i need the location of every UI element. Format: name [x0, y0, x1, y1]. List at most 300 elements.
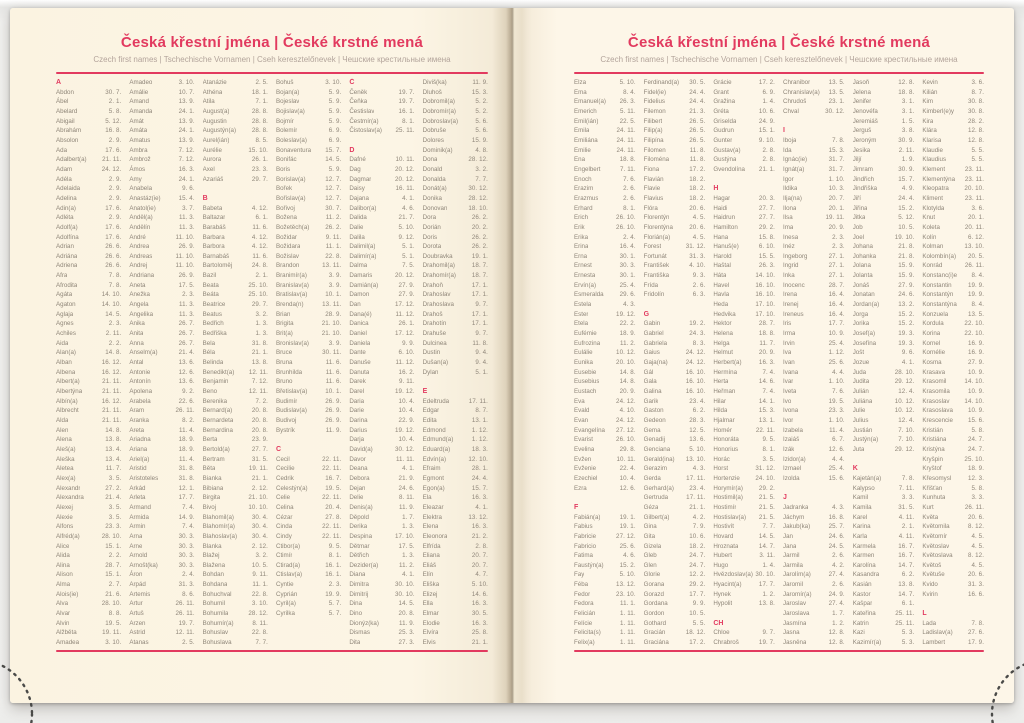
name-entry — [783, 503, 845, 513]
given-name: Elodie — [422, 619, 440, 627]
given-name: Františka — [643, 272, 670, 280]
given-name: Armida — [129, 513, 149, 521]
name-day-date: 21. 11. — [102, 407, 122, 415]
name-entry — [713, 561, 775, 571]
name-day-date: 7. 7. — [762, 523, 776, 531]
name-entry — [713, 542, 775, 552]
given-name: Hostimil(a) — [713, 494, 743, 502]
section-letter: D — [349, 146, 355, 154]
given-name: Irenej — [783, 301, 799, 309]
given-name: Fiona — [643, 165, 660, 173]
name-entry — [129, 435, 194, 445]
name-entry — [203, 628, 268, 638]
given-name: Elena — [422, 523, 439, 531]
name-entry — [423, 78, 488, 88]
name-entry — [783, 252, 845, 262]
name-day-date: 5. 10. — [471, 581, 488, 589]
given-name: Afra — [56, 272, 68, 280]
name-day-date: 13. 11. — [322, 301, 342, 309]
given-name: Felície — [574, 619, 593, 627]
name-day-date: 11. 10. — [175, 262, 195, 270]
given-name: Eliáš — [422, 561, 437, 569]
left-page-header — [56, 34, 488, 65]
name-entry — [56, 628, 121, 638]
name-entry — [574, 445, 636, 455]
name-day-date: 28. 8. — [251, 127, 268, 135]
name-day-date: 11. 6. — [325, 359, 342, 367]
name-day-date: 29. 2. — [689, 581, 706, 589]
name-day-date: 11. 3. — [179, 310, 195, 318]
name-day-date: 15. 10. — [248, 146, 268, 154]
given-name: Hjalmar — [713, 416, 735, 424]
given-name: Jenovéfa — [852, 107, 878, 115]
name-day-date: 16. 12. — [101, 397, 122, 405]
name-day-date: 5. 6. — [475, 117, 488, 125]
name-entry — [574, 580, 636, 590]
given-name: Dionýz(ka) — [349, 619, 379, 627]
name-entry — [56, 377, 121, 387]
name-entry — [423, 165, 488, 175]
name-day-date: 26. 7. — [178, 330, 195, 338]
given-name: Izák — [783, 445, 795, 453]
name-entry — [423, 406, 488, 416]
name-day-date: 2. 11. — [105, 330, 122, 338]
name-entry — [574, 619, 636, 629]
name-day-date: 3. 9. — [328, 281, 342, 289]
given-name: Erhard — [574, 204, 593, 212]
given-name: Anatol(ie) — [129, 204, 156, 212]
page-title: Česká křestní jména | České krstné mená — [120, 34, 424, 51]
name-entry — [423, 300, 488, 310]
name-entry — [423, 435, 488, 445]
name-day-date: 6. 2. — [692, 407, 706, 415]
given-name: Abrahám — [56, 127, 82, 135]
name-entry — [203, 213, 268, 223]
given-name: Julie — [852, 407, 866, 415]
name-entry — [574, 474, 636, 484]
given-name: Fabián(a) — [574, 513, 601, 521]
name-entry — [574, 97, 636, 107]
name-entry — [644, 503, 706, 513]
name-day-date: 19. 12. — [616, 310, 636, 318]
name-day-date: 15. 2. — [619, 561, 636, 569]
name-entry — [922, 126, 984, 136]
name-day-date: 5. 11. — [620, 107, 636, 115]
given-name: Filemon — [643, 107, 666, 115]
given-name: Bystrík — [275, 426, 295, 434]
name-day-date: 11. 9. — [399, 503, 415, 511]
name-day-date: 4. 9. — [901, 185, 915, 193]
given-name: Aurora — [202, 156, 222, 164]
given-name: Izolda — [783, 474, 800, 482]
given-name: Baltazar — [202, 214, 226, 222]
given-name: Belinda — [202, 359, 224, 367]
given-name: Hektor — [713, 320, 732, 328]
name-entry — [276, 464, 341, 474]
name-entry — [56, 638, 121, 648]
name-entry — [644, 513, 706, 523]
name-day-date: 14. 10. — [101, 291, 122, 299]
name-day-date: 10. 5. — [898, 223, 915, 231]
name-entry — [853, 609, 915, 619]
names-column — [922, 78, 984, 648]
name-entry — [203, 599, 268, 609]
given-name: Hanuš(e) — [713, 243, 739, 251]
name-day-date: 13. 1. — [471, 416, 488, 424]
name-day-date: 6. 1. — [255, 214, 268, 222]
name-day-date: 12. 8. — [828, 629, 845, 637]
given-name: Albert(a) — [56, 378, 80, 386]
name-day-date: 15. 9. — [898, 262, 915, 270]
name-day-date: 7. 4. — [762, 368, 776, 376]
given-name: Arne — [129, 542, 143, 550]
name-entry — [203, 261, 268, 271]
name-day-date: 17. 7. — [758, 581, 776, 589]
name-entry — [349, 435, 414, 445]
name-entry — [203, 416, 268, 426]
given-name: Anastáz(ie) — [129, 194, 161, 202]
given-name: Emila — [574, 127, 590, 135]
name-entry — [349, 300, 414, 310]
name-entry — [922, 416, 984, 426]
name-day-date: 30. 5. — [471, 610, 488, 618]
name-entry — [423, 368, 488, 378]
given-name: Gréta — [713, 107, 729, 115]
name-day-date: 5. 5. — [971, 146, 984, 154]
given-name: Alida — [56, 552, 70, 560]
given-name: Ela — [422, 494, 432, 502]
given-name: Abelard — [56, 107, 78, 115]
given-name: Bertram — [202, 455, 225, 463]
given-name: Gala — [643, 378, 657, 386]
name-day-date: 7. 11. — [620, 165, 636, 173]
name-entry — [574, 223, 636, 233]
given-name: Juta — [852, 445, 865, 453]
name-day-date: 2. 9. — [108, 136, 122, 144]
name-day-date: 5. 8. — [971, 426, 984, 434]
given-name: Ena — [574, 156, 586, 164]
name-entry — [574, 542, 636, 552]
name-day-date: 12. 6. — [619, 484, 636, 492]
given-name: Drahomil(a) — [422, 262, 455, 270]
given-name: Arnold — [129, 552, 148, 560]
given-name: Bela — [202, 339, 216, 347]
name-day-date: 10. 4. — [619, 474, 636, 482]
name-entry — [783, 165, 845, 175]
given-name: Edvín(a) — [422, 455, 447, 463]
given-name: Dušan(a) — [422, 359, 449, 367]
name-day-date: 11. 2. — [399, 561, 415, 569]
name-day-date: 10. 6. — [689, 532, 706, 540]
name-day-date: 31. 7. — [828, 165, 845, 173]
name-entry — [129, 628, 194, 638]
name-entry — [922, 435, 984, 445]
name-day-date: 22. 11. — [322, 455, 342, 463]
name-entry — [203, 252, 268, 262]
name-entry — [203, 319, 268, 329]
given-name: Daniel — [349, 330, 367, 338]
name-entry — [423, 542, 488, 552]
name-entry — [574, 599, 636, 609]
given-name: Kamil — [852, 494, 869, 502]
section-letter: F — [574, 503, 579, 511]
name-day-date: 26. 11. — [964, 503, 984, 511]
name-day-date: 15. 1. — [105, 571, 122, 579]
given-name: Bernardina — [202, 426, 233, 434]
name-entry — [276, 493, 341, 503]
name-entry — [129, 609, 194, 619]
given-name: Aranka — [129, 416, 149, 424]
given-name: Evangelína — [574, 426, 605, 434]
given-name: Jarmila — [783, 561, 803, 569]
given-name: Květomila — [922, 523, 950, 531]
name-entry — [783, 542, 845, 552]
name-day-date: 25. 4. — [828, 339, 845, 347]
name-entry — [783, 136, 845, 146]
name-entry — [713, 310, 775, 320]
name-day-date: 9. 5. — [762, 436, 776, 444]
given-name: Jarmil — [783, 552, 800, 560]
name-entry — [783, 213, 845, 223]
given-name: Beata — [202, 281, 219, 289]
name-day-date: 21. 11. — [102, 378, 122, 386]
name-entry — [574, 204, 636, 214]
given-name: Athéna — [202, 88, 223, 96]
name-entry — [349, 416, 414, 426]
given-name: Emanuel(a) — [574, 98, 606, 106]
name-entry — [713, 551, 775, 561]
name-entry — [713, 532, 775, 542]
name-day-date: 22. 11. — [322, 465, 342, 473]
name-entry — [783, 78, 845, 88]
name-day-date: 11. 6. — [252, 223, 268, 231]
name-entry — [853, 184, 915, 194]
name-day-date: 16. 12. — [101, 359, 122, 367]
name-day-date: 19. 7. — [178, 619, 195, 627]
given-name: Esmeralda — [574, 291, 604, 299]
given-name: Amatus — [129, 136, 151, 144]
name-day-date: 22. 4. — [619, 465, 636, 473]
name-day-date: 8. 12. — [967, 552, 984, 560]
name-entry — [783, 271, 845, 281]
name-day-date: 4. 3. — [623, 301, 636, 309]
given-name: Konstanc(i)e — [922, 272, 958, 280]
given-name: Andrea — [129, 243, 150, 251]
given-name: Ilona — [783, 204, 797, 212]
name-day-date: 29. 12. — [894, 378, 915, 386]
section-letter: L — [922, 610, 927, 618]
name-entry — [129, 146, 194, 156]
given-name: Květa — [922, 513, 939, 521]
name-entry — [129, 406, 194, 416]
name-day-date: 4. 5. — [971, 561, 984, 569]
given-name: Eunika — [574, 359, 593, 367]
given-name: Arna — [129, 532, 143, 540]
name-entry — [276, 397, 341, 407]
name-day-date: 21. 4. — [105, 494, 122, 502]
name-entry — [129, 464, 194, 474]
given-name: Kazimír(a) — [852, 639, 882, 647]
given-name: Florentýn — [643, 214, 670, 222]
name-entry — [129, 358, 194, 368]
name-entry — [783, 319, 845, 329]
given-name: Fabius — [574, 523, 593, 531]
name-day-date: 24. 10. — [755, 474, 776, 482]
name-day-date: 16. 3. — [758, 359, 776, 367]
name-entry — [56, 126, 121, 136]
given-name: Andělín — [129, 223, 151, 231]
name-entry — [56, 194, 121, 204]
name-day-date: 22. 11. — [322, 523, 342, 531]
given-name: Alban — [56, 359, 72, 367]
name-entry — [922, 290, 984, 300]
given-name: Alvar — [56, 610, 71, 618]
given-name: Izmael — [783, 465, 802, 473]
name-entry — [644, 194, 706, 204]
name-day-date: 6. 2. — [901, 571, 915, 579]
name-entry — [713, 126, 775, 136]
name-entry — [644, 155, 706, 165]
name-entry — [276, 513, 341, 523]
name-day-date: 6. 12. — [967, 233, 984, 241]
name-day-date: 27. 4. — [828, 571, 845, 579]
name-entry — [922, 78, 984, 88]
name-day-date: 7. 12. — [251, 378, 268, 386]
name-day-date: 10. 12. — [616, 349, 636, 357]
name-entry — [713, 455, 775, 465]
given-name: Juliána — [852, 397, 873, 405]
name-day-date: 10. 7. — [178, 88, 195, 96]
name-day-date: 29. 7. — [251, 301, 268, 309]
given-name: Alexandra — [56, 494, 84, 502]
name-day-date: 5. 12. — [105, 117, 122, 125]
name-day-date: 19. 5. — [105, 619, 122, 627]
given-name: Galina — [643, 388, 662, 395]
name-day-date: 14. 7. — [898, 590, 915, 598]
name-entry — [276, 136, 341, 146]
name-entry — [203, 445, 268, 455]
name-day-date: 9. 11. — [399, 378, 415, 386]
name-entry — [644, 339, 706, 349]
given-name: Juda — [852, 368, 867, 376]
name-day-date: 23. 11. — [964, 165, 984, 173]
section-letter: I — [783, 127, 785, 135]
name-entry — [56, 107, 121, 117]
given-name: Doris — [422, 233, 438, 241]
name-entry — [423, 348, 488, 358]
given-name: Jaroslav — [783, 600, 807, 608]
name-entry — [574, 638, 636, 648]
name-entry — [129, 155, 194, 165]
name-day-date: 19. 3. — [898, 339, 915, 347]
name-entry — [423, 329, 488, 339]
name-entry — [276, 165, 341, 175]
given-name: Božidar — [275, 233, 297, 241]
name-day-date: 9. 9. — [402, 339, 415, 347]
name-day-date: 13. 8. — [898, 581, 915, 589]
name-entry — [56, 435, 121, 445]
name-entry — [276, 204, 341, 214]
given-name: Dita — [349, 639, 361, 647]
name-entry — [644, 117, 706, 127]
name-entry — [922, 590, 984, 600]
name-entry — [276, 542, 341, 552]
name-day-date: 11. 2. — [325, 214, 342, 222]
name-day-date: 20. 9. — [619, 388, 636, 395]
name-day-date: 21. 1. — [689, 503, 706, 511]
name-day-date: 4. 11. — [898, 513, 915, 521]
name-entry — [574, 628, 636, 638]
name-entry — [853, 590, 915, 600]
name-day-date: 24. 4. — [471, 474, 488, 482]
given-name: Johanka — [852, 252, 877, 260]
name-entry — [423, 319, 488, 329]
given-name: Ignác(ie) — [783, 156, 808, 164]
name-day-date: 27. 1. — [828, 262, 845, 270]
name-day-date: 22. 8. — [251, 629, 268, 637]
name-entry — [276, 194, 341, 204]
name-entry — [783, 570, 845, 580]
name-entry — [129, 570, 194, 580]
name-entry — [644, 97, 706, 107]
name-day-date: 23. 3. — [828, 407, 845, 415]
given-name: Artemis — [129, 590, 151, 598]
given-name: Chrudoš — [783, 98, 807, 106]
name-entry — [349, 551, 414, 561]
given-name: Dora — [422, 214, 437, 222]
given-name: Hroznata — [713, 542, 739, 550]
name-entry — [276, 532, 341, 542]
name-entry — [853, 78, 915, 88]
name-day-date: 22. 2. — [619, 320, 636, 328]
name-entry — [713, 97, 775, 107]
name-entry — [203, 271, 268, 281]
given-name: Gothard — [643, 619, 667, 627]
name-entry — [713, 580, 775, 590]
given-name: Adriána — [56, 252, 78, 260]
name-entry — [853, 542, 915, 552]
name-day-date: 13. 4. — [105, 445, 122, 453]
name-day-date: 26. 11. — [175, 610, 195, 618]
name-day-date: 11. 12. — [395, 359, 415, 367]
name-day-date: 16. 10. — [685, 378, 706, 386]
names-column — [276, 78, 349, 648]
name-day-date: 25. 4. — [828, 465, 845, 473]
given-name: Bojeslav — [275, 98, 300, 106]
given-name: Florentýna — [643, 223, 673, 231]
given-name: Genadij — [643, 436, 665, 444]
given-name: Kvido — [922, 581, 938, 589]
given-name: Daniela — [349, 339, 371, 347]
given-name: Čestmír(a) — [349, 117, 379, 125]
name-entry — [203, 281, 268, 291]
name-entry — [922, 522, 984, 532]
name-entry — [922, 503, 984, 513]
name-day-date: 27. 4. — [828, 600, 845, 608]
name-day-date: 10. 9. — [967, 388, 984, 395]
given-name: Ireneus — [783, 310, 804, 318]
given-name: Hilda — [713, 407, 728, 415]
name-day-date: 19. 7. — [758, 639, 776, 647]
name-entry — [203, 474, 268, 484]
page-title: Česká křestní jména | České krstné mená — [627, 34, 931, 51]
name-day-date: 13. 8. — [105, 436, 122, 444]
given-name: Erina — [574, 243, 589, 251]
name-day-date: 1. 11. — [620, 629, 636, 637]
given-name: Apolena — [129, 388, 153, 395]
given-name: Klement — [922, 165, 946, 173]
name-day-date: 26. 10. — [616, 436, 636, 444]
